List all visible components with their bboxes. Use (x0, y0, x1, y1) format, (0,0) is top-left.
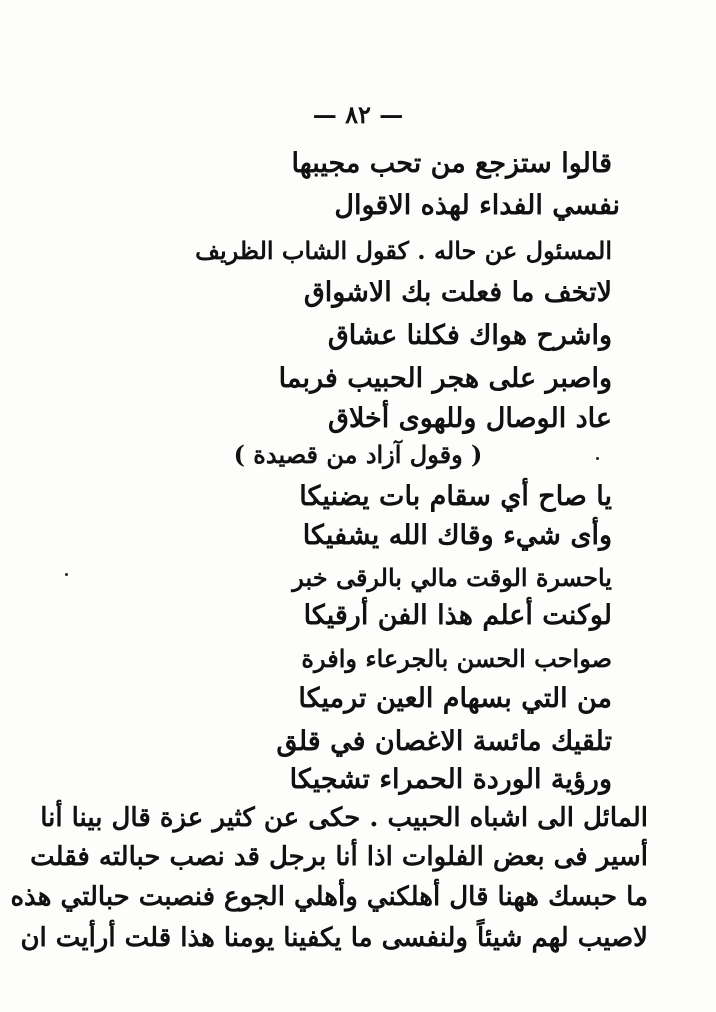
verse-line: يا صاح أي سقام بات يضنيكا (299, 481, 612, 512)
prose-line: أسير فى بعض الفلوات اذا أنا برجل قد نصب حبالته فقلت (30, 842, 648, 872)
text-line: المسئول عن حاله . كقول الشاب الظريف (195, 236, 612, 265)
page-number: — ٨٢ — (312, 100, 404, 129)
verse-line: من التي بسهام العين ترميكا (298, 683, 612, 714)
verse-line: عاد الوصال وللهوى أخلاق (328, 403, 612, 434)
verse-line: نفسي الفداء لهذه الاقوال (334, 190, 620, 221)
ink-speck (65, 573, 68, 576)
prose-line: ما حبسك ههنا قال أهلكني وأهلي الجوع فنصبت حبالتي هذه (10, 882, 648, 912)
verse-line: صواحب الحسن بالجرعاء وافرة (301, 644, 612, 673)
verse-line: ورؤية الوردة الحمراء تشجيكا (289, 764, 612, 795)
prose-line: لاصيب لهم شيئاً ولنفسى ما يكفينا يومنا هذا قلت أرأيت ان (20, 923, 648, 953)
verse-line: وأى شيء وقاك الله يشفيكا (302, 520, 612, 551)
verse-line: قالوا ستزجع من تحب مجيبها (291, 148, 612, 179)
verse-line: تلقيك مائسة الاغصان في قلق (276, 726, 612, 757)
verse-line: واشرح هواك فكلنا عشاق (327, 320, 612, 351)
section-heading: ( وقول آزاد من قصيدة ) (233, 440, 483, 469)
verse-line: لوكنت أعلم هذا الفن أرقيكا (303, 600, 612, 631)
ink-speck (596, 457, 599, 460)
verse-line: ياحسرة الوقت مالي بالرقى خبر (292, 563, 612, 592)
verse-line: لاتخف ما فعلت بك الاشواق (303, 277, 612, 308)
verse-line: واصبر على هجر الحبيب فربما (278, 363, 612, 394)
prose-line: المائل الى اشباه الحبيب . حكى عن كثير عزة قال بينا أنا (40, 803, 648, 833)
